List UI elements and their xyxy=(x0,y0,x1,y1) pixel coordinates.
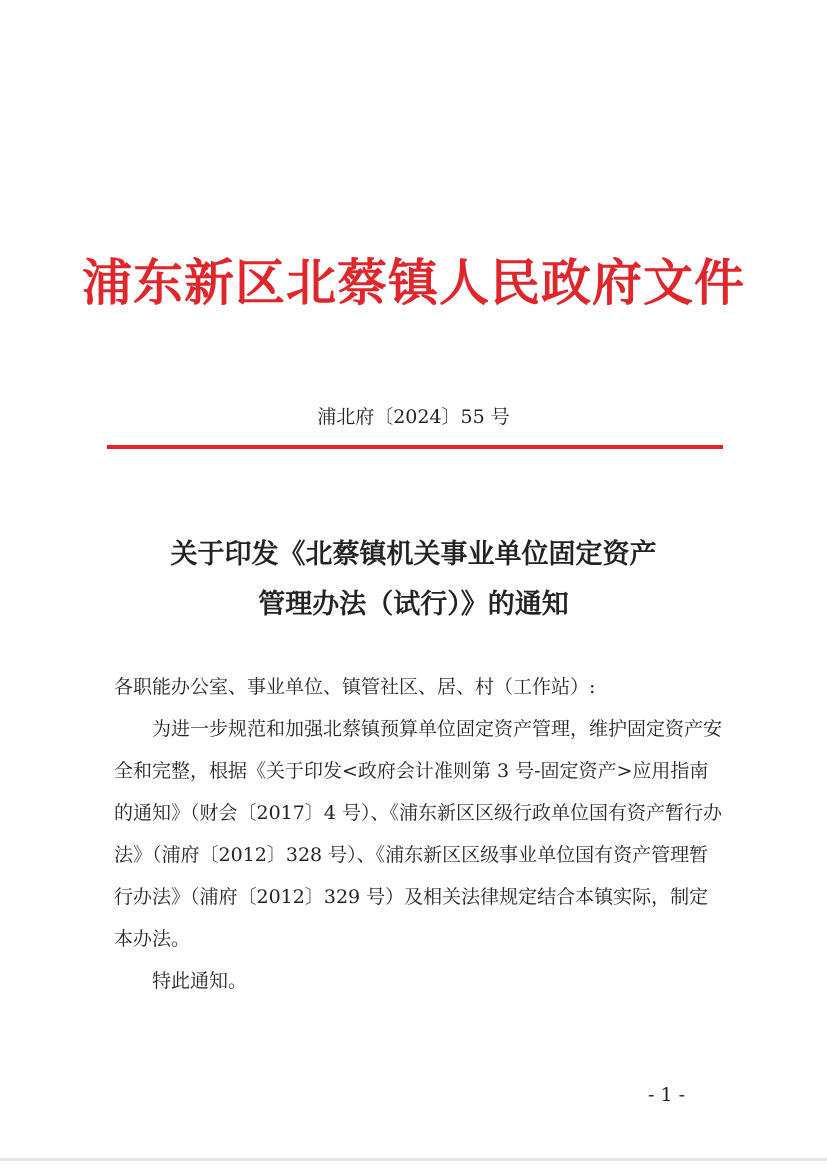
notice-title-line-2: 管理办法（试行）》的通知 xyxy=(258,589,569,620)
notice-title-line-1: 关于印发《北蔡镇机关事业单位固定资产 xyxy=(170,539,657,570)
body-paragraph: 为进一步规范和加强北蔡镇预算单位固定资产管理，维护固定资产安全和完整，根据《关于印发<政府会计准则第 3 号-固定资产>应用指南的通知》（财会〔2017〕4 号）、《浦东新区区级行政单位国有资产暂行办法》（浦府〔2012〕328 号）、《浦东新区区级事业单位国有资产管理暂行办法》（浦府〔2012〕329 号）及相关法律规定结合本镇实际，制定本办法。 xyxy=(114,718,723,950)
red-divider-line xyxy=(107,445,723,449)
masthead-title: 浦东新区北蔡镇人民政府文件 xyxy=(82,254,745,312)
closing-line: 特此通知。 xyxy=(152,970,248,992)
notice-title xyxy=(0,530,827,630)
page-number: - 1 - xyxy=(648,1084,686,1106)
recipients-line: 各职能办公室、事业单位、镇管社区、居、村（工作站）: xyxy=(114,676,596,698)
notice-body xyxy=(114,666,726,1002)
document-number: 浦北府〔2024〕55 号 xyxy=(317,406,510,428)
page-bottom-edge xyxy=(0,1158,827,1161)
